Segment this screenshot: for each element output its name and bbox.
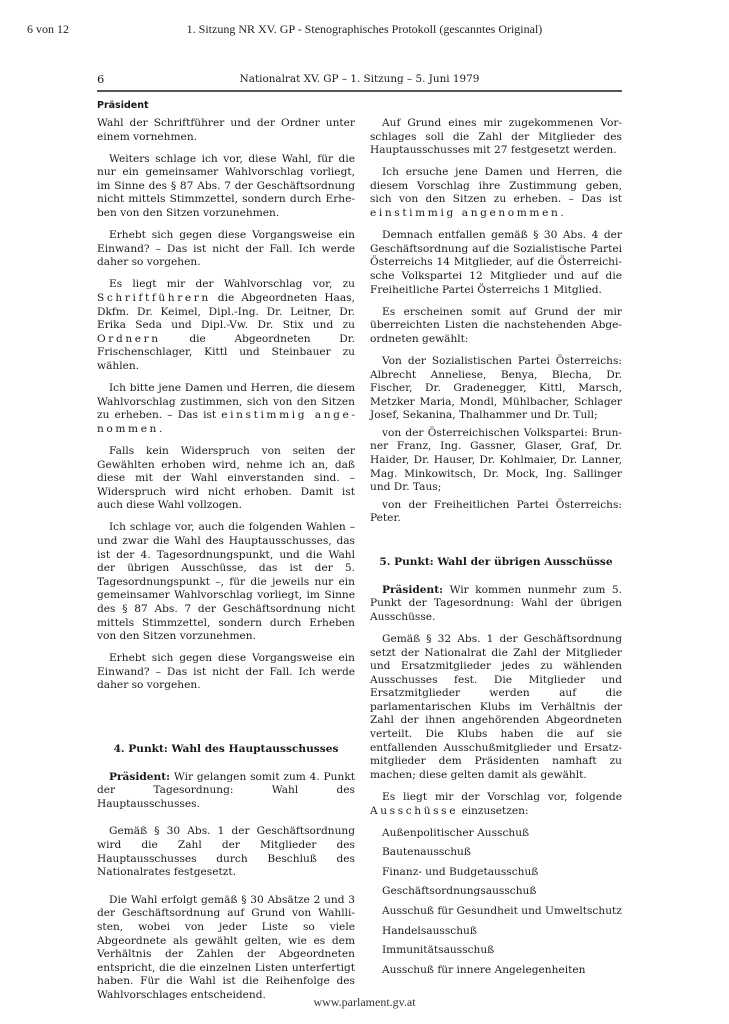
text-run: Es liegt mir der Vorschlag vor, folgende — [382, 790, 622, 803]
spaced-emphasis: Ausschüsse — [370, 804, 459, 817]
text-run: Ich ersuche jene Damen und Herren, die diesem Vorschlag ihre Zustimmung geben, sich von den Sitzen zu erheben. – Das ist — [370, 166, 622, 206]
paragraph — [370, 166, 622, 220]
running-head-title: Nationalrat XV. GP – 1. Sitzung – 5. Juni 1979 — [239, 73, 480, 85]
paragraph: Auf Grund eines mir zugekommenen Vorschlages soll die Zahl der Mitglieder des Hauptausschusses mit 27 festgesetzt werden. — [370, 117, 622, 157]
spaced-emphasis: Ordnern — [97, 332, 161, 345]
spaced-emphasis: einstimmig angenommen. — [370, 207, 567, 220]
committee-item: Finanz- und Budgetausschuß — [382, 865, 539, 878]
paragraph: von der Österreichischen Volkspartei: Brunner Franz, Ing. Gassner, Glaser, Graf, Dr. Haider, Dr. Hauser, Dr. Kohlmaier, Dr. Lanner, Mag. Minkowitsch, Dr. Mock, Ing. Sallinger und Dr. Taus; — [370, 426, 622, 494]
speaker-name: Präsident: — [109, 770, 171, 783]
left-column — [97, 117, 355, 1011]
committee-item: Ausschuß für innere Angelegenheiten — [382, 963, 586, 976]
speaker-label: Präsident — [97, 100, 149, 111]
text-run: einzusetzen: — [458, 804, 529, 817]
paragraph — [97, 382, 355, 436]
speaker-name: Präsident: — [382, 583, 444, 596]
paragraph: Die Wahl erfolgt gemäß § 30 Absätze 2 und 3 der Geschäftsordnung auf Grund von Wahllisten, wobei von jeder Liste so viele Abgeordnete als gewählt gelten, wie es dem Verhältnis der Zahlen der Abgeordneten entspricht, die die einzelnen Listen unterfertigt haben. Für die Wahl ist die Reihenfolge des Wahlvorschlages entscheidend. — [97, 893, 355, 1001]
paragraph: Gemäß § 32 Abs. 1 der Geschäftsordnung setzt der Nationalrat die Zahl der Mitglieder und Ersatzmitglieder jedes zu wählenden Ausschusses fest. Die Mitglieder und Ersatzmitglieder werden auf die parlamentarischen Klubs im Verhältnis der Zahl der ihnen angehörenden Abgeordneten verteilt. Die Klubs haben die auf sie entfallenden Ausschußmitglieder und Ersatzmitglieder dem Präsidenten namhaft zu machen; diese gelten damit als gewählt. — [370, 632, 622, 781]
committee-item: Immunitätsausschuß — [382, 944, 495, 957]
spaced-emphasis: Schriftführern — [97, 292, 211, 305]
paragraph: Ich schlage vor, auch die folgenden Wahlen – und zwar die Wahl des Hauptausschusses, das ist der 4. Tagesordnungspunkt, und die Wahl der übrigen Ausschüsse, das ist der 5. Tagesordnungspunkt –, für die jeweils nur ein gemeinsamer Wahlvorschlag vorliegt, im Sinne des § 87 Abs. 7 der Geschäftsordnung nicht mittels Stimmzettel, sondern durch Erheben von den Sitzen vorzunehmen. — [97, 521, 355, 643]
text-run: die Abgeordneten Dr. Frischenschlager, Kittl und Steinbauer zu wählen. — [97, 332, 355, 372]
spaced-emphasis: einstimmig angenommen. — [97, 409, 355, 435]
paragraph: Wahl der Schriftführer und der Ordner unter einem vornehmen. — [97, 117, 355, 143]
footer-url: www.parlament.gv.at — [313, 995, 416, 1009]
committee-item: Handelsausschuß — [382, 924, 477, 937]
text-run: Es liegt mir der Wahlvorschlag vor, zu — [109, 278, 355, 291]
text-run: Ich bitte jene Damen und Herren, die diesem Wahlvorschlag zustimmen, sich von den Sitzen zu erheben. – Das ist — [97, 382, 355, 422]
header-rule — [97, 90, 622, 92]
page-number: 6 — [97, 72, 105, 86]
paragraph: Erhebt sich gegen diese Vorgangsweise ein Einwand? – Das ist nicht der Fall. Ich werde daher so vorgehen. — [97, 652, 355, 692]
section-heading-5: 5. Punkt: Wahl der übrigen Ausschüsse — [379, 556, 613, 569]
text-run: Wir gelangen somit zum 4. Punkt der Tagesordnung: Wahl des Hauptausschusses. — [97, 770, 355, 810]
paragraph — [97, 771, 355, 812]
paragraph: Erhebt sich gegen diese Vorgangsweise ein Einwand? – Das ist nicht der Fall. Ich werde daher so vorgehen. — [97, 229, 355, 269]
paragraph — [97, 278, 355, 373]
paragraph: Von der Sozialistischen Partei Österreichs: Albrecht Anneliese, Benya, Blecha, Dr. Fischer, Dr. Gradenegger, Kittl, Marsch, Metzker Maria, Mondl, Mühlbacher, Schlager Josef, Sekanina, Thalhammer und Dr. Tull; — [370, 354, 622, 422]
committee-item: Geschäftsordnungsausschuß — [382, 885, 537, 898]
committee-item: Außenpolitischer Ausschuß — [382, 826, 530, 839]
paragraph: Gemäß § 30 Abs. 1 der Geschäftsordnung wird die Zahl der Mitglieder des Hauptausschusses durch Beschluß des Nationalrates festgesetzt. — [97, 825, 355, 879]
committee-item: Bautenausschuß — [382, 846, 471, 859]
committee-item: Ausschuß für Gesundheit und Umweltschutz — [382, 905, 622, 917]
section-heading-4: 4. Punkt: Wahl des Hauptausschusses — [113, 743, 339, 756]
paragraph: von der Freiheitlichen Partei Österreichs: Peter. — [370, 498, 622, 525]
paragraph — [370, 791, 622, 818]
paragraph: Demnach entfallen gemäß § 30 Abs. 4 der Geschäftsordnung auf die Sozialistische Partei Österreichs 14 Mitglieder, auf die Österreichische Volkspartei 12 Mitglieder und auf die Freiheitliche Partei Österreichs 1 Mitglied. — [370, 229, 622, 296]
paragraph — [370, 584, 622, 625]
paragraph: Falls kein Widerspruch von seiten der Gewählten erhoben wird, nehme ich an, daß diese mit der Wahl einverstanden sind. – Widerspruch wird nicht erhoben. Damit ist auch diese Wahl vollzogen. — [97, 444, 355, 512]
right-column — [370, 117, 622, 983]
text-run: die Abgeordneten Haas, Dkfm. Dr. Keimel, Dipl.-Ing. Dr. Leitner, Dr. Erika Seda und Dipl.-Vw. Dr. Stix und zu — [97, 292, 355, 332]
document-title: 1. Sitzung NR XV. GP - Stenographisches Protokoll (gescanntes Original) — [186, 22, 543, 36]
text-run: Wir kommen nunmehr zum 5. Punkt der Tagesordnung: Wahl der übrigen Ausschüsse. — [370, 583, 622, 623]
page-indicator: 6 von 12 — [27, 22, 69, 36]
paragraph: Es erscheinen somit auf Grund der mir überreichten Listen die nachstehenden Abgeordneten gewählt: — [370, 305, 622, 345]
paragraph: Weiters schlage ich vor, diese Wahl, für die nur ein gemeinsamer Wahlvorschlag vorliegt, im Sinne des § 87 Abs. 7 der Geschäftsordnung nicht mittels Stimmzettel, sondern durch Erheben von den Sitzen vorzunehmen. — [97, 152, 355, 220]
